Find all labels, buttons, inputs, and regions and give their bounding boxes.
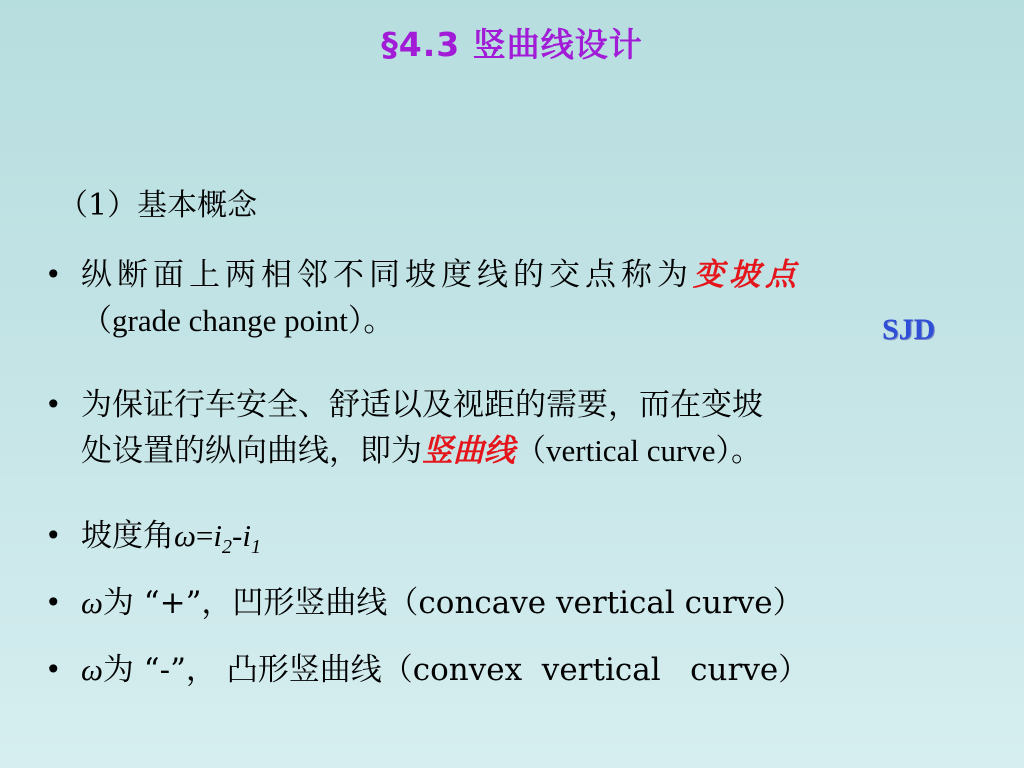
minus-sign: -	[232, 518, 243, 553]
bullet-convex-curve	[45, 647, 1005, 693]
equals-sign: =	[195, 518, 214, 553]
bullet-grade-angle	[45, 513, 1005, 559]
omega-symbol: ω	[81, 652, 103, 687]
bullet-text: 纵断面上两相邻不同坡度线的交点称为	[81, 257, 693, 293]
bullet-content	[81, 580, 1005, 626]
bullet-text: （vertical curve）。	[515, 433, 763, 468]
bullet-concave-curve	[45, 580, 1005, 626]
bullet-dot: •	[45, 258, 62, 291]
bullet-dot: •	[45, 653, 62, 686]
bullet-line	[81, 252, 1005, 298]
bullet-dot: •	[45, 586, 62, 619]
bullet-line	[81, 428, 1005, 474]
bullet-dot: •	[45, 388, 62, 421]
bullet-content	[81, 647, 1005, 693]
bullet-text: 处设置的纵向曲线，即为	[81, 433, 422, 469]
omega-symbol: ω	[81, 585, 103, 620]
bullet-content	[81, 382, 1005, 474]
bullet-text: 为 “-”， 凸形竖曲线（convex vertical curve）	[102, 652, 810, 688]
sjd-watermark: SJD	[882, 313, 936, 346]
bullet-content	[81, 513, 1005, 559]
bullet-text: 为 “+”，凹形竖曲线（concave vertical curve）	[102, 585, 804, 621]
grade-subscript: 2	[222, 536, 232, 559]
bullet-line: 为保证行车安全、舒适以及视距的需要，而在变坡	[81, 387, 763, 423]
bullet-vertical-curve-definition	[45, 382, 1005, 474]
grade-subscript: 1	[250, 536, 261, 559]
slide-title: §4.3 竖曲线设计	[381, 25, 643, 64]
grade-symbol: i	[213, 518, 222, 553]
omega-symbol: ω	[174, 518, 196, 553]
bullet-content	[81, 252, 1005, 344]
term-vertical-curve: 竖曲线	[422, 433, 515, 469]
bullet-dot: •	[45, 519, 62, 552]
grade-symbol: i	[242, 518, 251, 553]
section-heading: （1）基本概念	[58, 188, 258, 223]
term-grade-change-point: 变坡点	[693, 257, 801, 293]
bullet-grade-change-point	[45, 252, 1005, 344]
bullet-line: （grade change point）。	[81, 303, 395, 338]
bullet-text: 坡度角	[81, 518, 174, 554]
